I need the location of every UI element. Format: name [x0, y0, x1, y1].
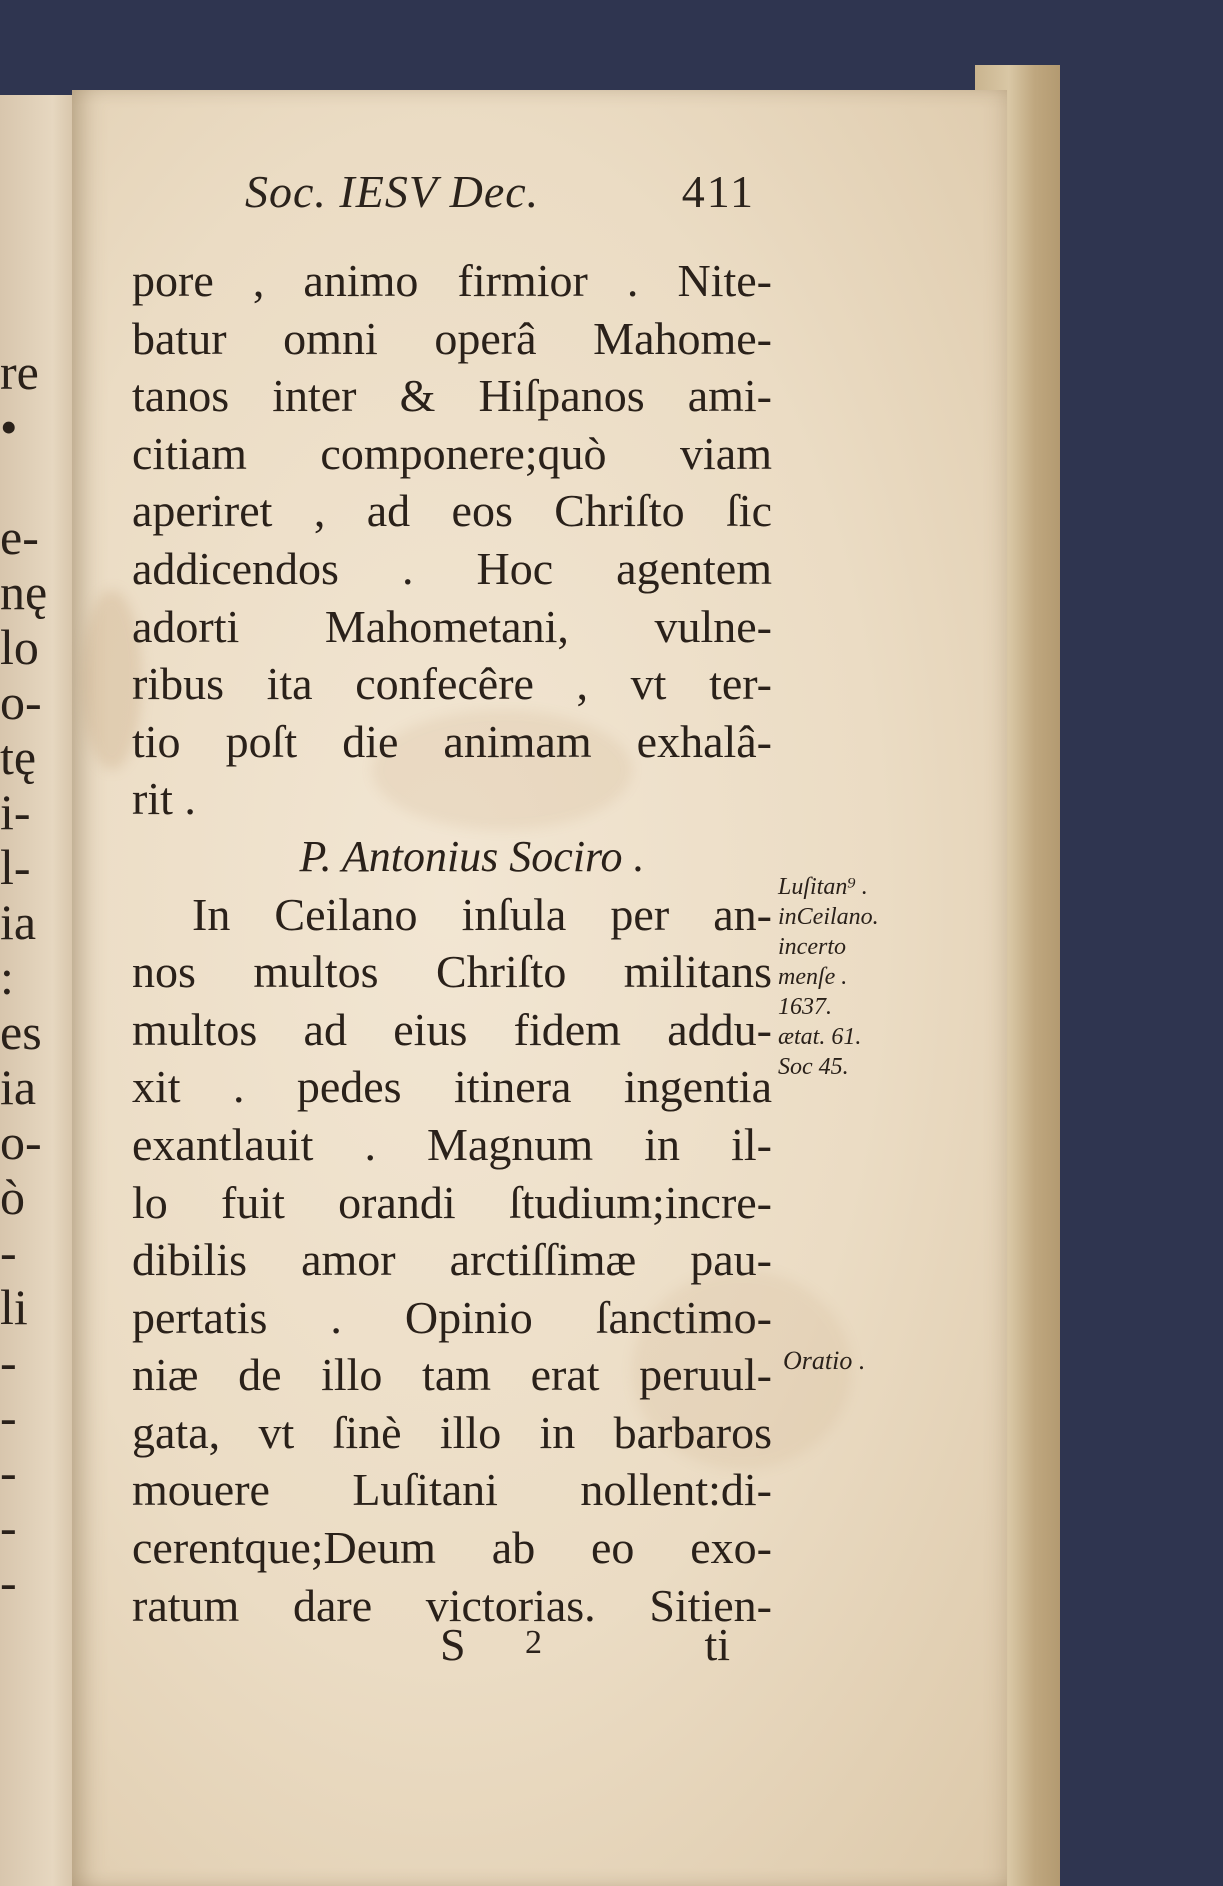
- text-line: tanos inter & Hiſpanos ami-: [132, 370, 772, 422]
- left-page-fragment: ia: [0, 895, 37, 950]
- text-line: exantlauit . Magnum in il-: [132, 1118, 772, 1170]
- marginal-note-line: inCeilano.: [778, 904, 879, 930]
- left-page-fragment: •: [0, 400, 18, 455]
- text-line: In Ceilano inſula per an-: [192, 888, 772, 940]
- text-line: nos multos Chriſto militans: [132, 946, 772, 998]
- marginal-note-line: Soc 45.: [778, 1054, 849, 1080]
- marginal-note-oratio: Oratio .: [783, 1346, 866, 1375]
- left-page-fragment: nę: [0, 565, 48, 620]
- left-page-fragment: -: [0, 1445, 17, 1500]
- text-line: ratum dare victorias. Sitien-: [132, 1579, 772, 1631]
- signature-number: 2: [525, 1624, 542, 1661]
- left-page-fragment: :: [0, 950, 14, 1005]
- left-page-fragment: li: [0, 1280, 28, 1335]
- text-line: pore , animo firmior . Nite-: [132, 255, 772, 306]
- page-number: 411: [681, 166, 755, 217]
- left-page-fragment: o-: [0, 675, 42, 730]
- left-page-fragment: -: [0, 1225, 17, 1280]
- text-line: rit .: [132, 773, 196, 825]
- text-line: citiam componere;quò viam: [132, 427, 772, 479]
- text-line: dibilis amor arctiſſimæ pau-: [132, 1234, 772, 1286]
- running-header: [245, 165, 765, 225]
- text-line: adorti Mahometani, vulne-: [132, 600, 772, 652]
- left-page-fragment: i-: [0, 785, 31, 840]
- left-page-fragment: ia: [0, 1060, 37, 1115]
- left-page-fragment: re: [0, 345, 39, 400]
- running-title: Soc. IESV Dec.: [245, 166, 540, 217]
- left-page-fragment: -: [0, 1390, 17, 1445]
- left-page-fragment: e-: [0, 510, 39, 565]
- text-line: aperiret , ad eos Chriſto ſic: [132, 485, 772, 537]
- marginal-note-line: ætat. 61.: [778, 1024, 862, 1050]
- text-line: ribus ita confecêre , vt ter-: [132, 658, 772, 710]
- text-line: tio poſt die animam exhalâ-: [132, 715, 772, 767]
- marginal-note: [778, 872, 918, 1082]
- text-line: mouere Luſitani nollent:di-: [132, 1464, 772, 1516]
- text-line: xit . pedes itinera ingentia: [132, 1061, 772, 1113]
- marginal-note-line: incerto: [778, 934, 846, 960]
- left-page-text-fragments: [0, 345, 80, 1610]
- left-page-fragment: es: [0, 1005, 42, 1060]
- left-page-fragment: ò: [0, 1170, 25, 1225]
- text-line: batur omni operâ Mahome-: [132, 312, 772, 364]
- text-line: niæ de illo tam erat peruul-: [132, 1349, 772, 1401]
- page-footer: [440, 1618, 730, 1678]
- left-page-fragment: o-: [0, 1115, 42, 1170]
- left-page-fragment: l-: [0, 840, 31, 895]
- text-line: cerentque;Deum ab eo exo-: [132, 1522, 772, 1574]
- left-page-fragment: -: [0, 1555, 17, 1610]
- left-page-fragment: -: [0, 1500, 17, 1555]
- signature-mark: S: [440, 1619, 466, 1670]
- left-page-fragment: tę: [0, 730, 37, 785]
- marginal-note-line: Luſitan⁹ .: [778, 874, 868, 900]
- left-page-fragment: -: [0, 1335, 17, 1390]
- catchword: ti: [704, 1619, 730, 1670]
- text-line: addicendos . Hoc agentem: [132, 542, 772, 594]
- main-text-block: [132, 252, 772, 1634]
- left-page-fragment: lo: [0, 620, 39, 675]
- marginal-note-line: 1637.: [778, 994, 832, 1020]
- text-line: lo fuit orandi ſtudium;incre-: [132, 1176, 772, 1228]
- left-page-fragment: [0, 455, 80, 510]
- text-line: multos ad eius fidem addu-: [132, 1003, 772, 1055]
- section-heading: P. Antonius Sociro .: [299, 831, 645, 881]
- text-line: gata, vt ſinè illo in barbaros: [132, 1406, 772, 1458]
- text-line: pertatis . Opinio ſanctimo-: [132, 1291, 772, 1343]
- marginal-note-line: menſe .: [778, 964, 848, 990]
